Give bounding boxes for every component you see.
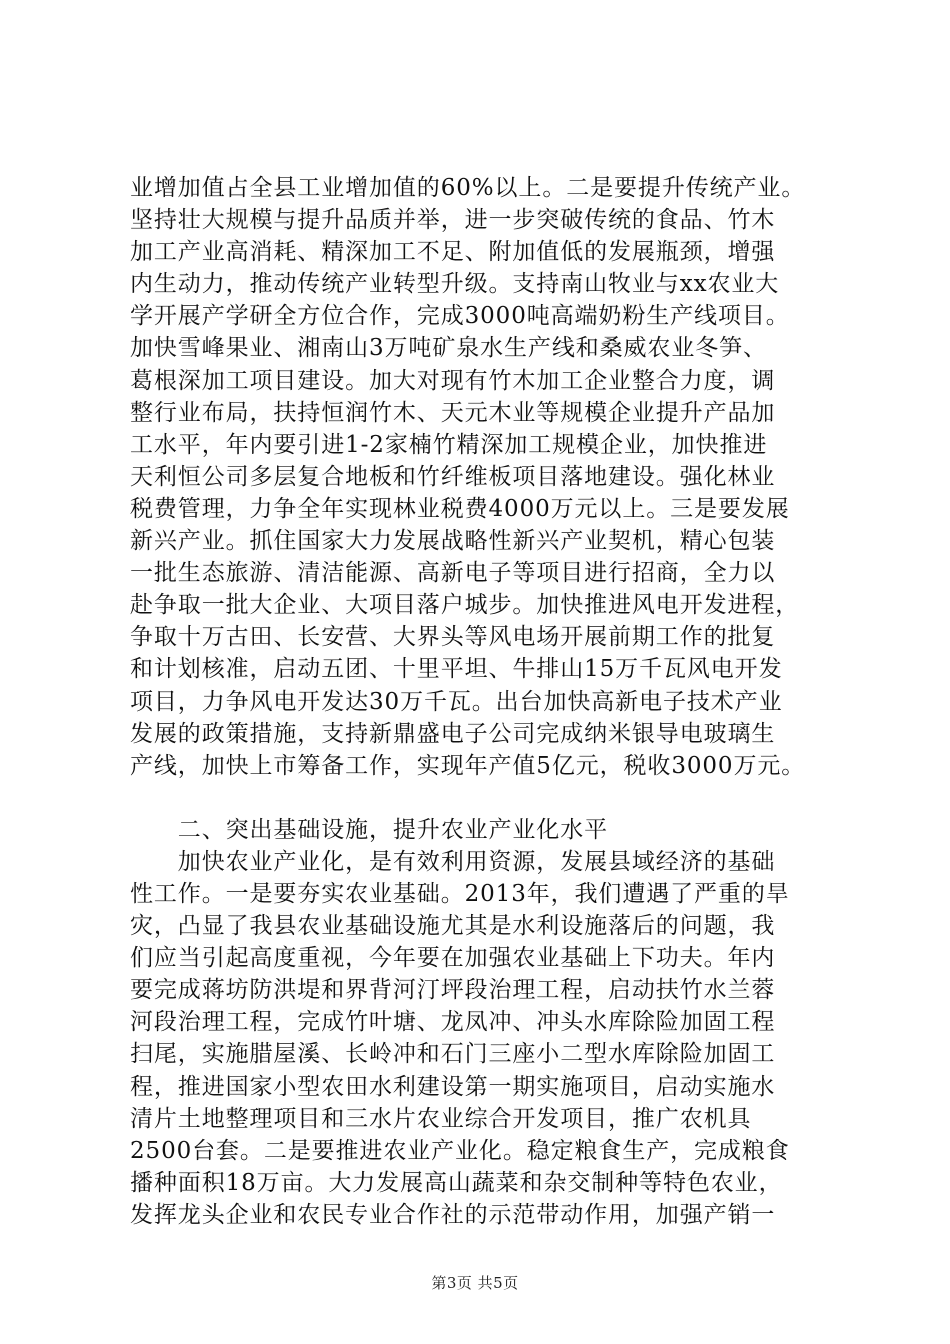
- text-line: 项目，力争风电开发达30万千瓦。出台加快高新电子技术产业: [130, 688, 783, 715]
- text-line: 加快农业产业化，是有效利用资源，发展县域经济的基础: [130, 848, 776, 875]
- text-line: 要完成蒋坊防洪堤和界背河汀坪段治理工程，启动扶竹水兰蓉: [130, 977, 776, 1004]
- text-line: 内生动力，推动传统产业转型升级。支持南山牧业与xx农业大: [130, 271, 780, 298]
- text-line: 新兴产业。抓住国家大力发展战略性新兴产业契机，精心包装: [130, 528, 776, 555]
- text-line: 和计划核准，启动五团、十里平坦、牛排山15万千瓦风电开发: [130, 656, 783, 683]
- text-line: 发展的政策措施，支持新鼎盛电子公司完成纳米银导电玻璃生: [130, 720, 776, 747]
- body-text: [130, 172, 830, 1231]
- text-line: 坚持壮大规模与提升品质并举，进一步突破传统的食品、竹木: [130, 207, 776, 234]
- text-line: 天利恒公司多层复合地板和竹纤维板项目落地建设。强化林业: [130, 463, 776, 490]
- page-footer: [0, 1272, 950, 1293]
- text-line: 一批生态旅游、清洁能源、高新电子等项目进行招商，全力以: [130, 560, 776, 587]
- text-line: 发挥龙头企业和农民专业合作社的示范带动作用，加强产销一: [130, 1201, 776, 1228]
- text-line: 产线，加快上市筹备工作，实现年产值5亿元，税收3000万元。: [130, 752, 806, 779]
- paragraph-spacer: [130, 782, 830, 814]
- text-line: 税费管理，力争全年实现林业税费4000万元以上。三是要发展: [130, 495, 790, 522]
- text-line: 加工产业高消耗、精深加工不足、附加值低的发展瓶颈，增强: [130, 239, 776, 266]
- text-line: 性工作。一是要夯实农业基础。2013年，我们遭遇了严重的旱: [130, 880, 790, 907]
- text-line: 程，推进国家小型农田水利建设第一期实施项目，启动实施水: [130, 1073, 776, 1100]
- text-line: 清片土地整理项目和三水片农业综合开发项目，推广农机具: [130, 1105, 752, 1132]
- section-heading: 二、突出基础设施，提升农业产业化水平: [130, 816, 608, 843]
- page-number-label: 第3页 共5页: [431, 1274, 519, 1292]
- text-line: 赴争取一批大企业、大项目落户城步。加快推进风电开发进程，: [130, 592, 800, 619]
- text-line: 葛根深加工项目建设。加大对现有竹木加工企业整合力度，调: [130, 367, 776, 394]
- paragraph-2: [130, 846, 830, 1231]
- paragraph-1: [130, 172, 830, 782]
- text-line: 2500台套。二是要推进农业产业化。稳定粮食生产，完成粮食: [130, 1137, 790, 1164]
- text-line: 学开展产学研全方位合作，完成3000吨高端奶粉生产线项目。: [130, 303, 790, 330]
- text-line: 们应当引起高度重视，今年要在加强农业基础上下功夫。年内: [130, 945, 776, 972]
- text-line: 业增加值占全县工业增加值的60%以上。二是要提升传统产业。: [130, 175, 806, 201]
- text-line: 加快雪峰果业、湘南山3万吨矿泉水生产线和桑威农业冬笋、: [130, 335, 767, 362]
- text-line: 整行业布局，扶持恒润竹木、天元木业等规模企业提升产品加: [130, 399, 776, 426]
- text-line: 争取十万古田、长安营、大界头等风电场开展前期工作的批复: [130, 624, 776, 651]
- text-line: 播种面积18万亩。大力发展高山蔬菜和杂交制种等特色农业，: [130, 1169, 783, 1196]
- text-line: 灾，凸显了我县农业基础设施尤其是水利设施落后的问题，我: [130, 913, 776, 940]
- text-line: 工水平，年内要引进1-2家楠竹精深加工规模企业，加快推进: [130, 431, 768, 458]
- text-line: 扫尾，实施腊屋溪、长岭冲和石门三座小二型水库除险加固工: [130, 1041, 776, 1068]
- text-line: 河段治理工程，完成竹叶塘、龙凤冲、冲头水库除险加固工程: [130, 1009, 776, 1036]
